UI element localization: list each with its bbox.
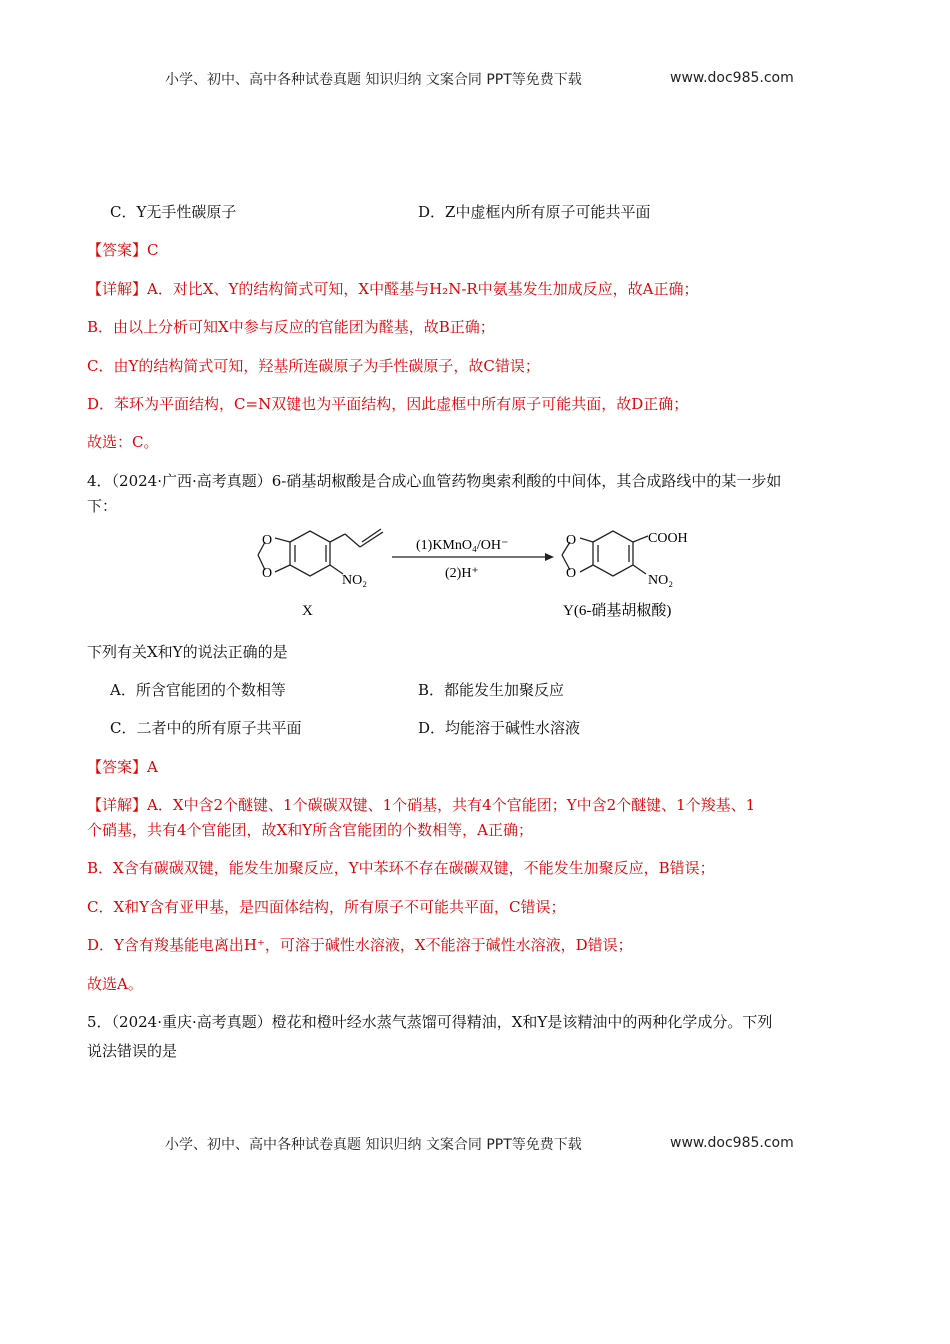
q4-detail-line: C．X和Y含有亚甲基，是四面体结构，所有原子不可能共平面，C错误； (87, 898, 566, 916)
q5-stem: 说法错误的是 (87, 1042, 178, 1060)
q3-detail-line: 故选：C。 (87, 433, 159, 451)
q4-stem: 4．（2024·广西·高考真题）6-硝基胡椒酸是合成心血管药物奥索利酸的中间体，其合成路线中的某一步如 (87, 472, 782, 490)
q3-option-d: D．Z中虚框内所有原子可能共平面 (418, 203, 651, 221)
q3-detail-line: D．苯环为平面结构，C=N双键也为平面结构，因此虚框中所有原子可能共面，故D正确； (87, 395, 689, 413)
q4-stem: 下： (87, 497, 118, 515)
q4-answer: 【答案】A (87, 758, 158, 776)
oxygen-label: O (566, 533, 577, 548)
molecule-x (258, 529, 383, 576)
q3-detail-line: B．由以上分析可知X中参与反应的官能团为醛基，故B正确； (87, 318, 495, 336)
reagent-1: (1)KMnO₄/OH⁻ (416, 538, 509, 553)
q4-option-d: D．均能溶于碱性水溶液 (418, 719, 581, 737)
oxygen-label: O (262, 566, 273, 581)
compound-x-label: X (302, 603, 313, 619)
q5-stem: 5．（2024·重庆·高考真题）橙花和橙叶经水蒸气蒸馏可得精油，X和Y是该精油中的两种化学成分。下列 (87, 1013, 773, 1031)
q3-answer: 【答案】C (87, 241, 159, 259)
nitro-label: NO₂ (342, 573, 368, 588)
q4-option-a: A．所含官能团的个数相等 (110, 681, 286, 699)
reagent-2: (2)H⁺ (445, 566, 479, 581)
nitro-label: NO₂ (648, 573, 674, 588)
reaction-scheme (240, 520, 720, 630)
q4-detail-line: 故选A。 (87, 975, 143, 993)
q4-detail-line: 个硝基，共有4个官能团，故X和Y所含官能团的个数相等，A正确； (87, 821, 533, 839)
q3-option-c: C．Y无手性碳原子 (110, 203, 237, 221)
header-text: 小学、初中、高中各种试卷真题 知识归纳 文案合同 PPT等免费下载 (165, 72, 582, 88)
arrow-icon (545, 553, 554, 561)
oxygen-label: O (566, 566, 577, 581)
q4-option-b: B．都能发生加聚反应 (418, 681, 565, 699)
header-url[interactable]: www.doc985.com (670, 70, 794, 86)
oxygen-label: O (262, 533, 273, 548)
footer-url[interactable]: www.doc985.com (670, 1135, 794, 1151)
q3-detail-line: 【详解】A．对比X、Y的结构简式可知，X中醛基与H₂N-R中氨基发生加成反应，故A正确； (87, 280, 699, 298)
q4-option-c: C．二者中的所有原子共平面 (110, 719, 302, 737)
footer-text: 小学、初中、高中各种试卷真题 知识归纳 文案合同 PPT等免费下载 (165, 1137, 582, 1153)
q4-prompt: 下列有关X和Y的说法正确的是 (87, 643, 288, 661)
q3-detail-line: C．由Y的结构简式可知，羟基所连碳原子为手性碳原子，故C错误； (87, 357, 540, 375)
q4-detail-line: 【详解】A．X中含2个醚键、1个碳碳双键、1个硝基，共有4个官能团；Y中含2个醚键、1个羧基、1 (87, 796, 756, 814)
q4-detail-line: D．Y含有羧基能电离出H⁺，可溶于碱性水溶液，X不能溶于碱性水溶液，D错误； (87, 936, 633, 954)
carboxyl-label: COOH (648, 531, 688, 546)
compound-y-label: Y(6-硝基胡椒酸) (563, 603, 672, 619)
q4-detail-line: B．X含有碳碳双键，能发生加聚反应，Y中苯环不存在碳碳双键，不能发生加聚反应，B错误； (87, 859, 715, 877)
